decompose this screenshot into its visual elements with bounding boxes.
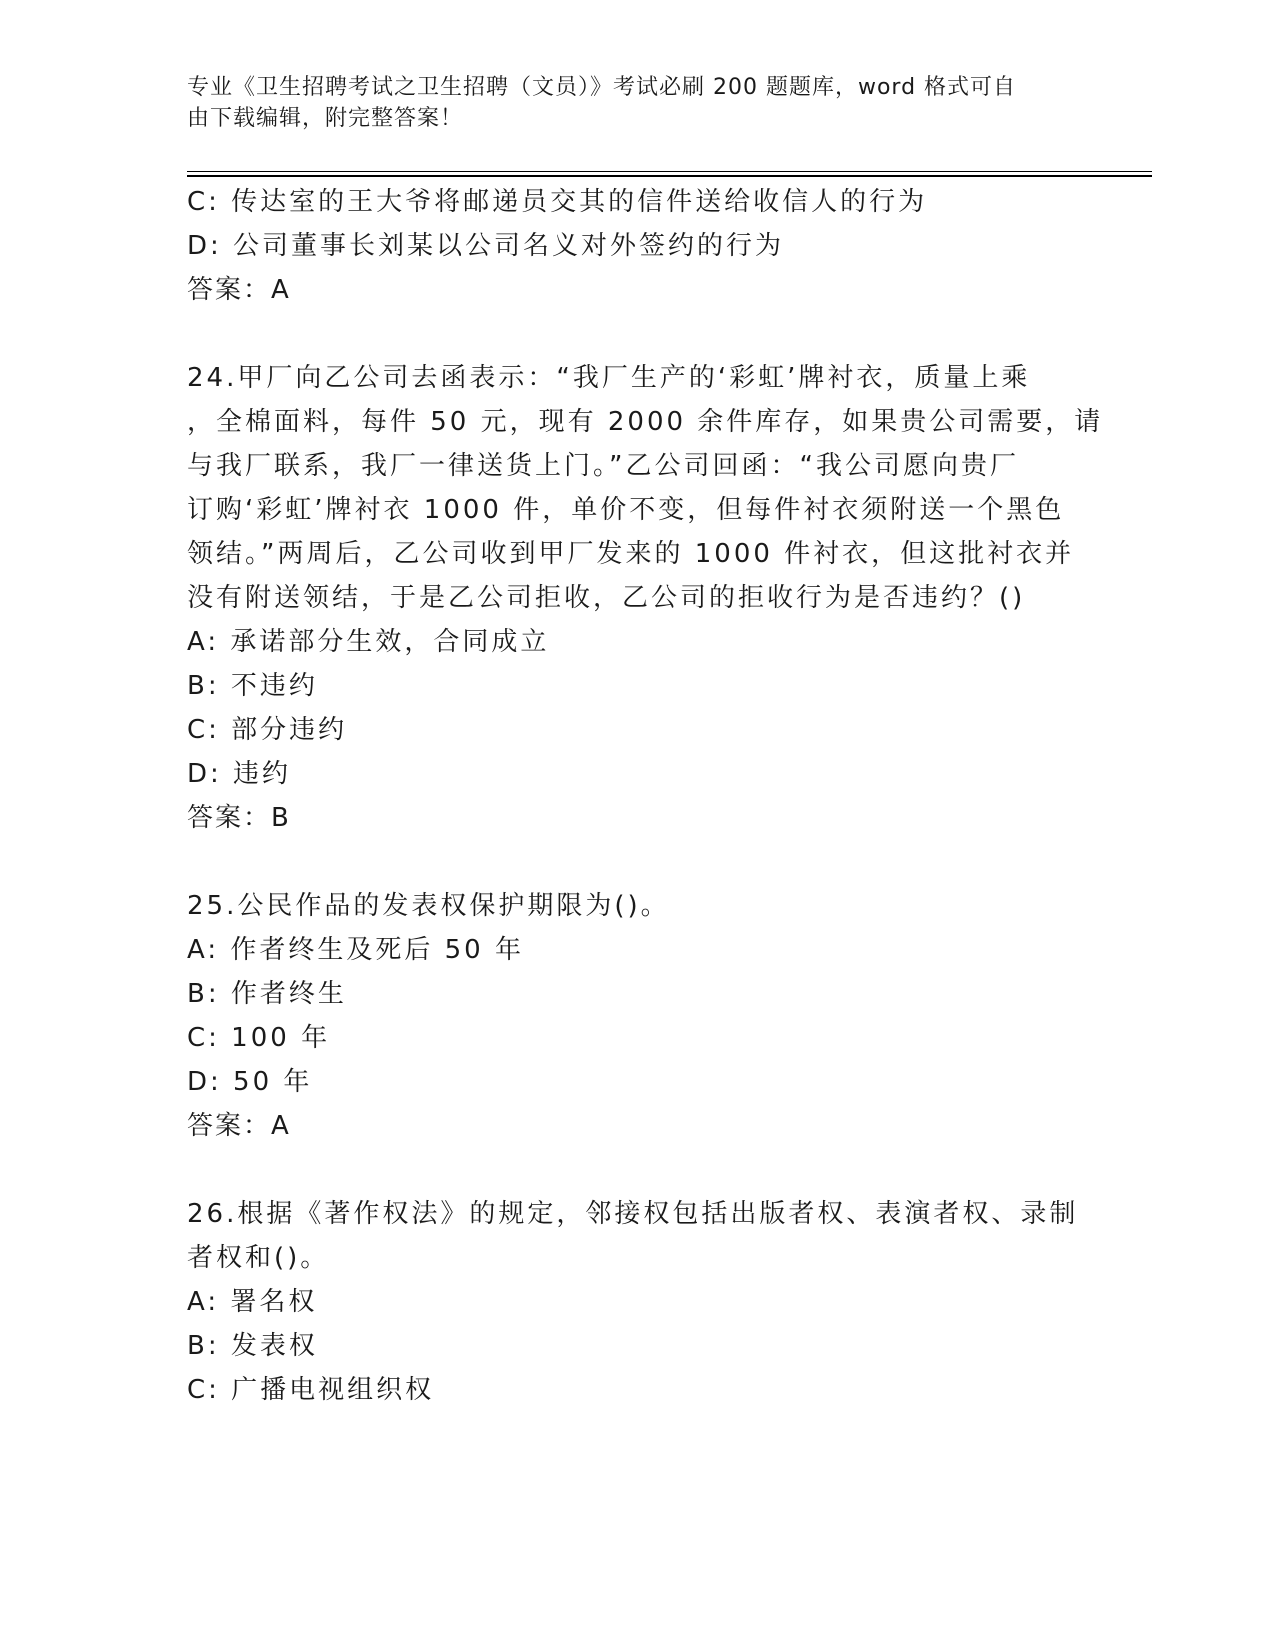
q24-answer: 答案：B (187, 803, 291, 833)
q24-stem-line-1: 24.甲厂向乙公司去函表示：“我厂生产的‘彩虹’牌衬衣，质量上乘 (187, 363, 1031, 393)
q25-stem: 25.公民作品的发表权保护期限为()。 (187, 891, 670, 921)
q24-option-b: B: 不违约 (187, 671, 318, 701)
q24-stem-line-4: 订购‘彩虹’牌衬衣 1000 件，单价不变，但每件衬衣须附送一个黑色 (187, 495, 1065, 525)
q25-option-d: D: 50 年 (187, 1067, 313, 1097)
header-rule-thick (187, 175, 1152, 177)
q25-option-c: C: 100 年 (187, 1023, 331, 1053)
q24-option-d: D: 违约 (187, 759, 292, 789)
q24-stem-line-5: 领结。”两周后，乙公司收到甲厂发来的 1000 件衬衣，但这批衬衣并 (187, 539, 1075, 569)
q25-option-b: B: 作者终生 (187, 979, 347, 1009)
q24-option-c: C: 部分违约 (187, 715, 348, 745)
q24-stem-line-3: 与我厂联系，我厂一律送货上门。”乙公司回函：“我公司愿向贵厂 (187, 451, 1019, 481)
q26-option-a: A: 署名权 (187, 1287, 318, 1317)
q24-stem-line-6: 没有附送领结，于是乙公司拒收，乙公司的拒收行为是否违约？() (187, 583, 1026, 613)
prev-option-c: C: 传达室的王大爷将邮递员交其的信件送给收信人的行为 (187, 187, 928, 217)
q26-option-b: B: 发表权 (187, 1331, 318, 1361)
q24-option-a: A: 承诺部分生效，合同成立 (187, 627, 550, 657)
header-line-2: 由下载编辑，附完整答案！ (187, 106, 464, 131)
document-header (187, 72, 1087, 134)
q25-option-a: A: 作者终生及死后 50 年 (187, 935, 524, 965)
prev-option-d: D: 公司董事长刘某以公司名义对外签约的行为 (187, 231, 785, 261)
prev-answer: 答案：A (187, 275, 291, 305)
header-rule-thin (187, 171, 1152, 172)
header-line-1: 专业《卫生招聘考试之卫生招聘（文员）》考试必刷 200 题题库，word 格式可自 (187, 75, 1017, 100)
q24-stem-line-2: ，全棉面料，每件 50 元，现有 2000 余件库存，如果贵公司需要，请 (187, 407, 1104, 437)
q26-option-c: C: 广播电视组织权 (187, 1375, 435, 1405)
q26-stem-line-2: 者权和()。 (187, 1243, 330, 1273)
q25-answer: 答案：A (187, 1111, 291, 1141)
q26-stem-line-1: 26.根据《著作权法》的规定，邻接权包括出版者权、表演者权、录制 (187, 1199, 1079, 1229)
